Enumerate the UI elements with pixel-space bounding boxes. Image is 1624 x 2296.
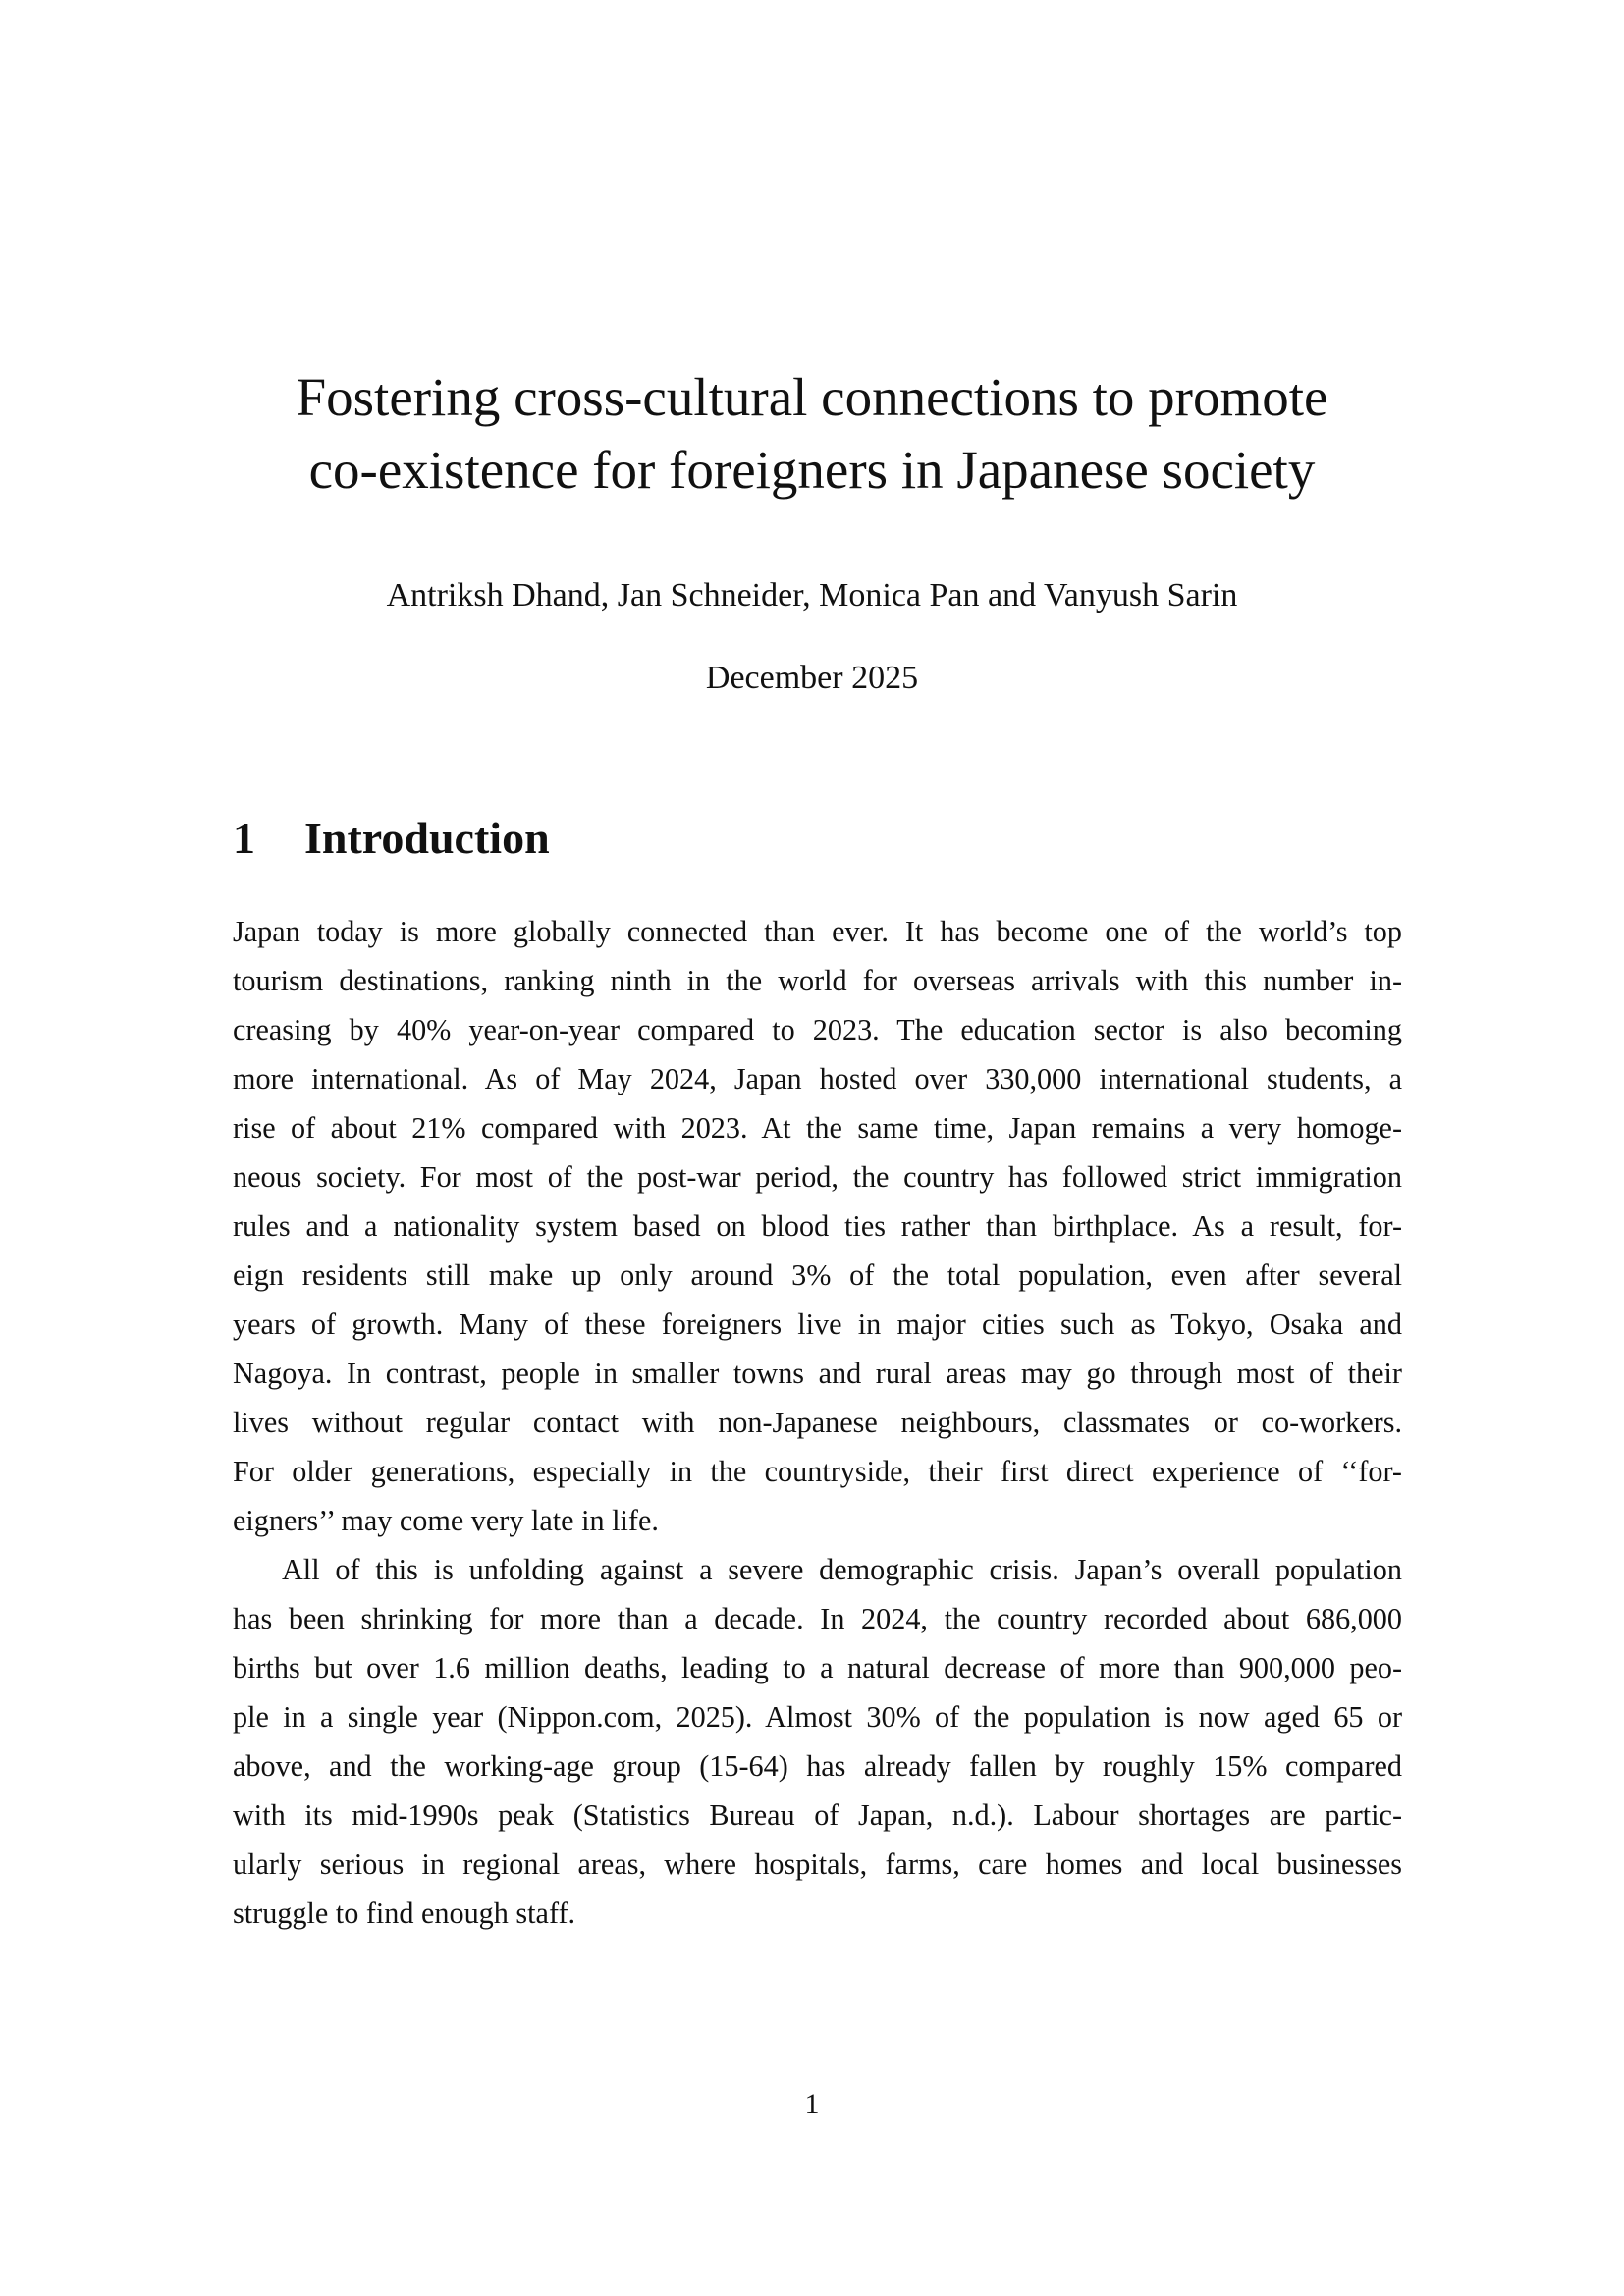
text-line: years of growth. Many of these foreigners live in major cities such as Tokyo, Osaka and <box>233 1308 1402 1341</box>
text-line: creasing by 40% year-on-year compared to 2023. The education sector is also becoming <box>233 1013 1402 1046</box>
text-line: rise of about 21% compared with 2023. At the same time, Japan remains a very homoge- <box>233 1111 1402 1145</box>
text-line: has been shrinking for more than a decade. In 2024, the country recorded about 686,000 <box>233 1602 1402 1635</box>
paper-title <box>196 361 1428 507</box>
text-line: ularly serious in regional areas, where hospitals, farms, care homes and local businesses <box>233 1847 1402 1881</box>
text-line: For older generations, especially in the countryside, their first direct experience of ‘‘for- <box>233 1455 1402 1488</box>
text-line: eign residents still make up only around 3% of the total population, even after several <box>233 1258 1402 1292</box>
section-heading <box>233 811 550 866</box>
text-line: All of this is unfolding against a severe demographic crisis. Japan’s overall population <box>282 1553 1402 1586</box>
text-line: rules and a nationality system based on blood ties rather than birthplace. As a result, for- <box>233 1209 1402 1243</box>
text-line: eigners’’ may come very late in life. <box>233 1504 659 1537</box>
section-body <box>233 907 1402 1938</box>
paragraph <box>233 1545 1402 1938</box>
title-line: co-existence for foreigners in Japanese society <box>308 440 1316 500</box>
text-line: with its mid-1990s peak (Statistics Bureau of Japan, n.d.). Labour shortages are partic- <box>233 1798 1402 1832</box>
section-title: Introduction <box>304 813 550 863</box>
text-line: Japan today is more globally connected than ever. It has become one of the world’s top <box>233 915 1402 948</box>
publication-date: December 2025 <box>705 660 919 696</box>
text-line: neous society. For most of the post-war period, the country has followed strict immigration <box>233 1160 1402 1194</box>
text-line: lives without regular contact with non-Japanese neighbours, classmates or co-workers. <box>233 1406 1402 1439</box>
text-line: births but over 1.6 million deaths, leading to a natural decrease of more than 900,000 peo- <box>233 1651 1402 1684</box>
section-number: 1 <box>233 813 255 863</box>
author-list: Antriksh Dhand, Jan Schneider, Monica Pan and Vanyush Sarin <box>386 577 1238 614</box>
text-line: struggle to find enough staff. <box>233 1896 576 1930</box>
text-line: Nagoya. In contrast, people in smaller towns and rural areas may go through most of their <box>233 1357 1402 1390</box>
title-line: Fostering cross-cultural connections to promote <box>296 367 1328 427</box>
text-line: ple in a single year (Nippon.com, 2025). Almost 30% of the population is now aged 65 or <box>233 1700 1402 1734</box>
paragraph <box>233 907 1402 1545</box>
text-line: above, and the working-age group (15-64) has already fallen by roughly 15% compared <box>233 1749 1402 1783</box>
text-line: more international. As of May 2024, Japan hosted over 330,000 international students, a <box>233 1062 1402 1095</box>
page-number: 1 <box>804 2088 820 2120</box>
text-line: tourism destinations, ranking ninth in the world for overseas arrivals with this number in- <box>233 964 1402 997</box>
